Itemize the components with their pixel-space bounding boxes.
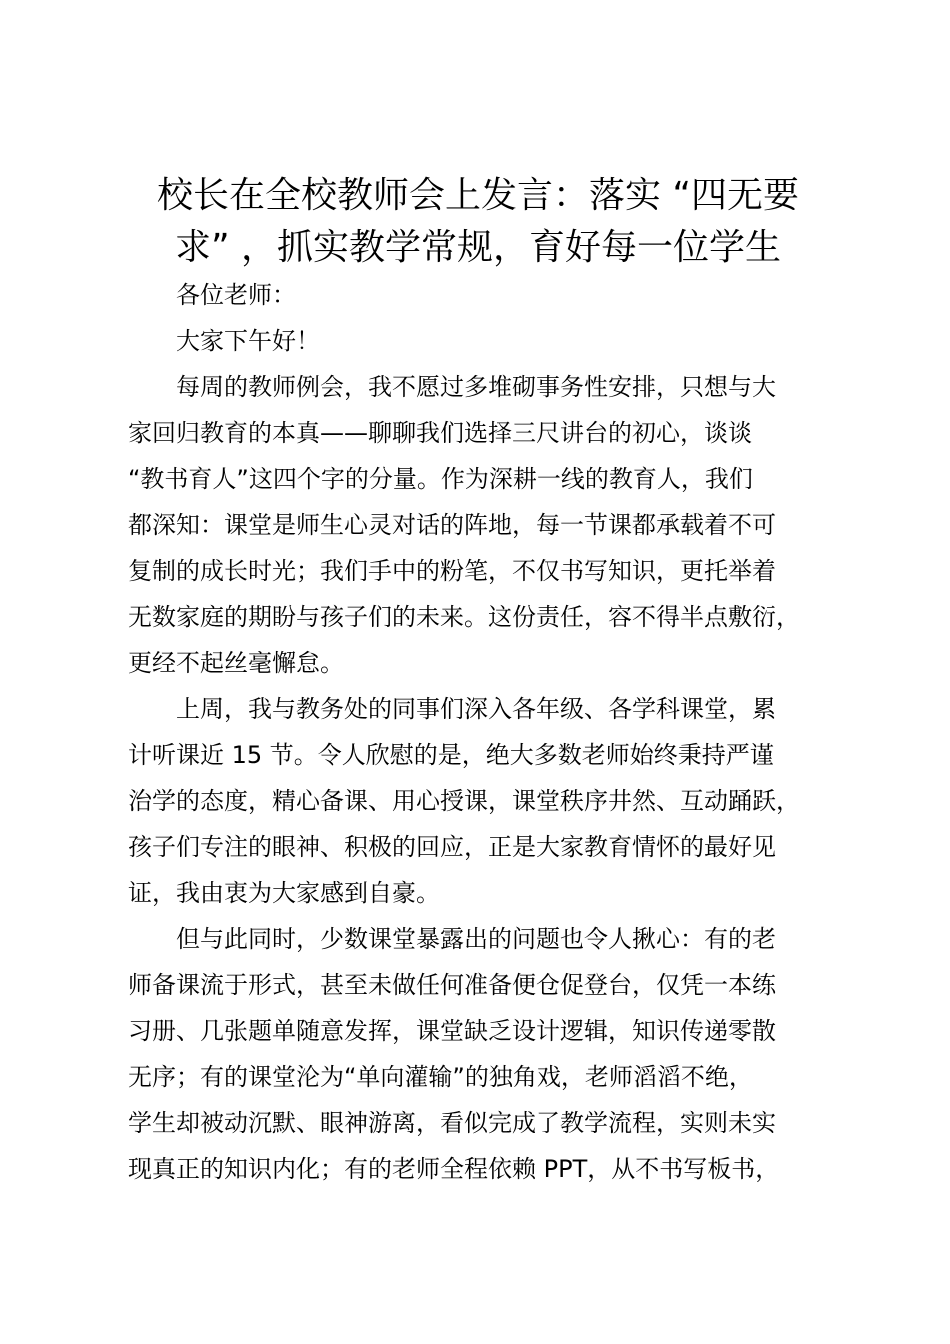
text-line: 无序；有的课堂沦为“单向灌输”的独角戏，老师滔滔不绝，: [128, 1063, 753, 1091]
text-line: 大家下午好！: [176, 327, 320, 355]
text-line: 各位老师：: [176, 281, 296, 309]
text-line: 都深知：课堂是师生心灵对话的阵地，每一节课都承载着不可: [128, 511, 776, 539]
text-line: 师备课流于形式，甚至未做任何准备便仓促登台，仅凭一本练: [128, 971, 776, 999]
text-line: 证，我由衷为大家感到自豪。: [128, 879, 440, 907]
text-line: 家回归教育的本真——聊聊我们选择三尺讲台的初心，谈谈: [128, 419, 752, 447]
text-line: 孩子们专注的眼神、积极的回应，正是大家教育情怀的最好见: [128, 833, 776, 861]
text-line: 但与此同时，少数课堂暴露出的问题也令人揪心：有的老: [176, 925, 776, 953]
paragraph-1: [128, 364, 858, 686]
text-line: 计听课近 15 节。令人欣慰的是，绝大多数老师始终秉持严谨: [128, 741, 774, 769]
greeting: [128, 318, 858, 364]
document-title: [128, 170, 828, 274]
text-line: 治学的态度，精心备课、用心授课，课堂秩序井然、互动踊跃，: [128, 787, 800, 815]
text-line: 复制的成长时光；我们手中的粉笔，不仅书写知识，更托举着: [128, 557, 776, 585]
salutation: [128, 272, 858, 318]
text-line: “教书育人”这四个字的分量。作为深耕一线的教育人，我们: [128, 465, 753, 493]
text-line: 每周的教师例会，我不愿过多堆砌事务性安排，只想与大: [176, 373, 776, 401]
text-line: 更经不起丝毫懈怠。: [128, 649, 344, 677]
text-line: 学生却被动沉默、眼神游离，看似完成了教学流程，实则未实: [128, 1109, 776, 1137]
title-line-1: 校长在全校教师会上发言：落实 “四无要: [156, 175, 800, 216]
text-line: 现真正的知识内化；有的老师全程依赖 PPT，从不书写板书，: [128, 1155, 780, 1183]
paragraph-2: [128, 686, 858, 916]
title-line-2: 求” ，抓实教学常规，育好每一位学生: [174, 227, 782, 268]
text-line: 上周，我与教务处的同事们深入各年级、各学科课堂，累: [176, 695, 776, 723]
text-line: 无数家庭的期盼与孩子们的未来。这份责任，容不得半点敷衍，: [128, 603, 800, 631]
document-body: [128, 272, 858, 1192]
paragraph-3: [128, 916, 858, 1192]
text-line: 习册、几张题单随意发挥，课堂缺乏设计逻辑，知识传递零散: [128, 1017, 776, 1045]
